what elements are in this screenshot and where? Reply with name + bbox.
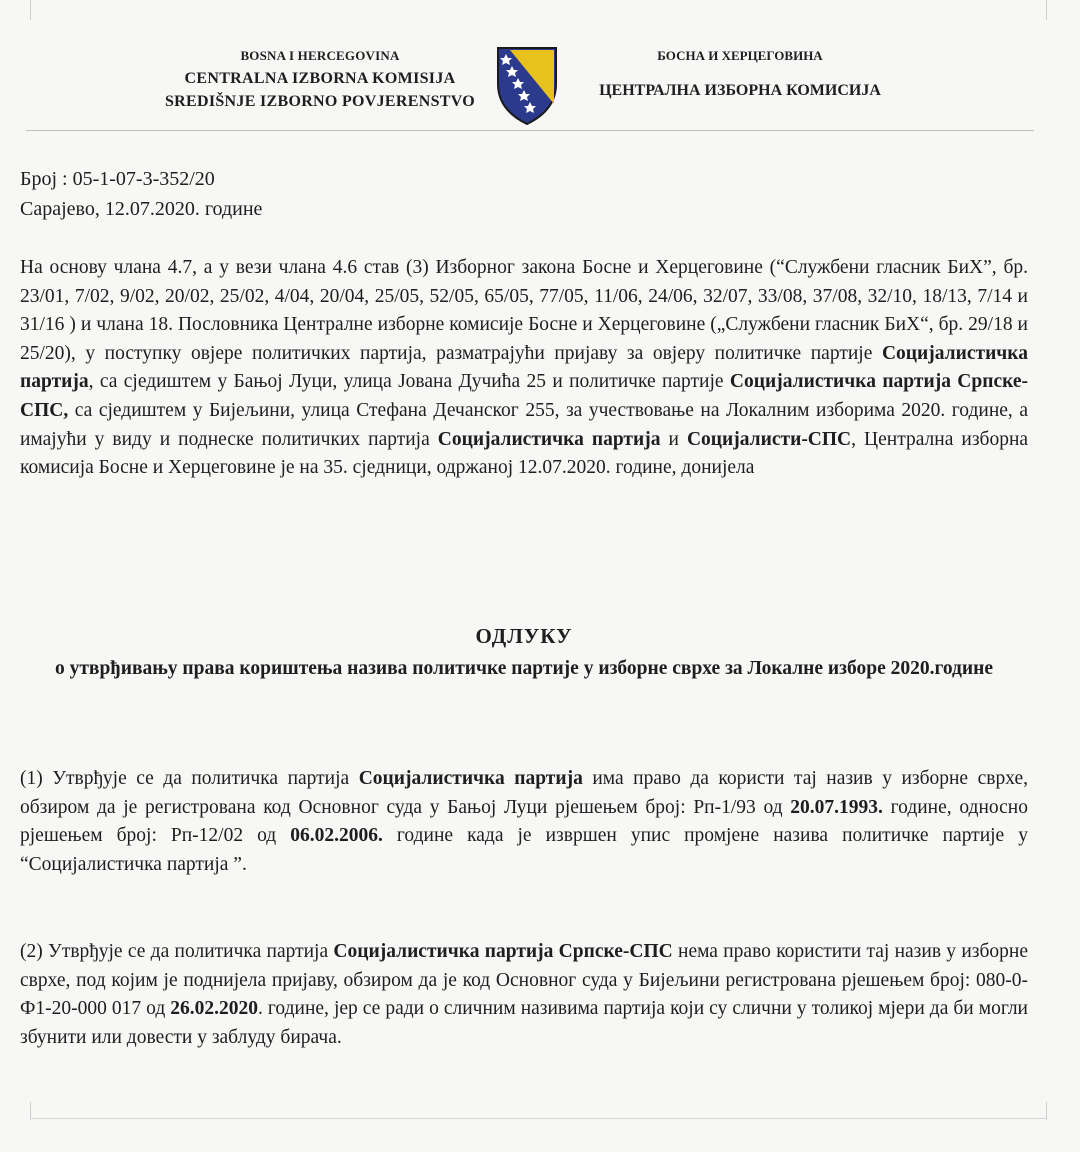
party-name-bold: Социјалистичка партија Српске-СПС, (20, 371, 1029, 421)
page-edge (30, 0, 31, 20)
document-place-date: Сарајево, 12.07.2020. године (20, 198, 263, 220)
header-commission-croatian: SREDIŠNJE IZBORNO POVJERENSTVO (164, 93, 476, 110)
page-edge (1046, 0, 1047, 20)
decision-item-1 (20, 765, 1028, 879)
item-text: године, односно рјешењем број: Рп-12/02 од (20, 796, 1028, 847)
date-bold: 20.07.1993. (790, 796, 883, 818)
intro-text: са сједиштем у Бијељини, улица Стефана Дечанског 255, за учествовање на Локалним изборима 2020. године, а имајући у виду и поднеске политичких партија (20, 399, 1028, 450)
intro-text: , Централна изборна комисија Босне и Херцеговине је на 35. сједници, одржаној 12.07.2020. године, донијела (20, 428, 1029, 479)
header-latin (130, 48, 510, 111)
header-country-cyrillic: БОСНА И ХЕРЦЕГОВИНА (657, 48, 823, 63)
item-text: . године, јер се ради о сличним називима партија који су слични у толикој мјери да би могли збунити или довести у заблуду бирача. (20, 998, 1028, 1048)
document-number: Број : 05-1-07-3-352/20 (20, 168, 215, 190)
decision-subtitle: о утврђивању права кориштења назива политичке партије у изборне сврхе за Локалне изборе 2020.године (54, 658, 994, 679)
party-name-bold: Социјалистичка партија Српске-СПС (333, 941, 673, 962)
header-country-latin: BOSNA I HERCEGOVINA (240, 48, 400, 63)
page-edge (30, 1118, 1047, 1119)
item-text: има право да користи тај назив у изборне сврхе, обзиром да је регистрована код Основног суда у Бањој Луци рјешењем број: Рп-1/93 од (20, 768, 1028, 818)
header-divider (26, 130, 1034, 131)
party-name-bold: Социјалистичка партија (358, 768, 583, 789)
item-text: нема право користити тај назив у изборне сврхе, под којим је поднијела пријаву, обзиром да је код Основног суда у Бијељини регистрована рјешењем број: 080-0-Ф1-20-000 017 од (20, 941, 1028, 1020)
item-text: (2) Утврђује се да политичка партија (20, 941, 334, 962)
date-bold: 26.02.2020 (170, 998, 259, 1020)
intro-text: , са сједиштем у Бањој Луци, улица Јована Дучића 25 и политичке партије (88, 371, 730, 393)
intro-paragraph (20, 254, 1028, 483)
party-name-bold: Социјалисти-СПС (686, 428, 852, 450)
document-meta (20, 164, 262, 224)
header-cyrillic (560, 48, 920, 100)
decision-title: ОДЛУКУ (475, 624, 573, 648)
date-bold: 06.02.2006. (290, 825, 383, 847)
intro-text: На основу члана 4.7, а у вези члана 4.6 став (3) Изборног закона Босне и Херцеговине (“Службени гласник БиХ”, бр. 23/01, 7/02, 9/02, 20/02, 25/02, 4/04, 20/04, 25/05, 52/05, 65/05, 77/05, 11/06, 24/06, 32/07, 33/08, 37/08, 32/10, 18/13, 7/14 и 31/16 ) и члана 18. Пословника Централне изборне комисије Босне и Херцеговине („Службени гласник БиХ“, бр. 29/18 и 25/20), у поступку овјере политичких партија, разматрајући пријаву за овјеру политичке партије (20, 257, 1028, 364)
decision-item-2 (20, 938, 1028, 1052)
header-commission-cyrillic: ЦЕНТРАЛНА ИЗБОРНА КОМИСИЈА (599, 82, 881, 99)
intro-text: и (660, 428, 687, 450)
bih-coat-of-arms-icon (496, 44, 558, 126)
decision-heading (20, 624, 1028, 683)
party-name-bold: Социјалистичка партија (20, 342, 1028, 393)
party-name-bold: Социјалистичка партија (437, 428, 661, 450)
item-text: (1) Утврђује се да политичка партија (20, 768, 359, 789)
header-commission-latin: CENTRALNA IZBORNA KOMISIJA (184, 70, 456, 87)
item-text: године када је извршен упис промјене назива политичке партије у “Социјалистичка партија ”. (20, 825, 1028, 875)
